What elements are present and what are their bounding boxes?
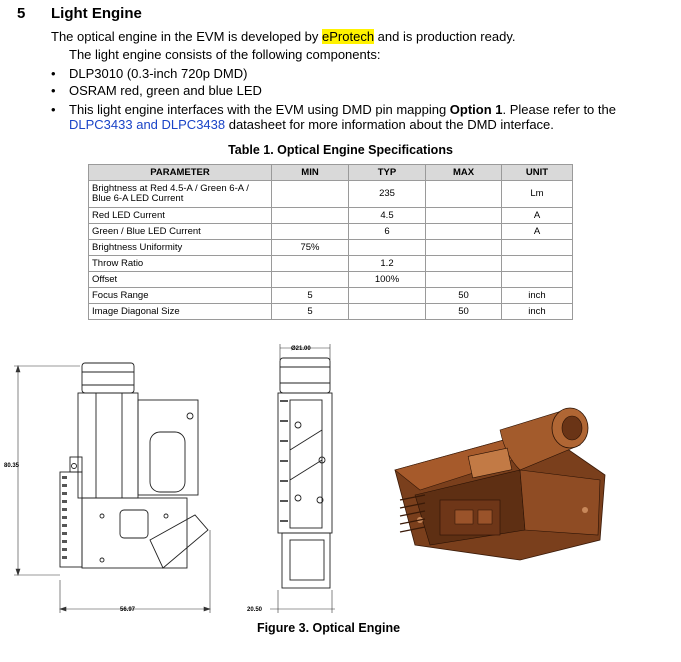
cell-typ: 6	[349, 224, 426, 240]
cell-max: 50	[426, 288, 502, 304]
bullet-3-text-after: . Please refer to the	[502, 102, 616, 117]
cell-unit: inch	[502, 304, 573, 320]
front-width-label: 20.50	[247, 607, 263, 613]
intro-line-1	[51, 29, 515, 44]
cell-typ	[349, 304, 426, 320]
header-max: MAX	[426, 165, 502, 181]
cell-unit: Lm	[502, 181, 573, 208]
front-view-drawing	[278, 358, 332, 588]
intro-text-before: The optical engine in the EVM is developed by	[51, 29, 323, 44]
datasheet-link[interactable]: DLPC3433 and DLPC3438	[69, 117, 226, 132]
table-row	[89, 304, 573, 320]
cell-typ: 100%	[349, 272, 426, 288]
section-title: Light Engine	[51, 5, 142, 22]
cell-parameter: Red LED Current	[89, 208, 272, 224]
cell-parameter: Brightness Uniformity	[89, 240, 272, 256]
cell-min	[272, 256, 349, 272]
cell-parameter: Offset	[89, 272, 272, 288]
engine-3d-render	[395, 408, 605, 560]
bullet-item-3-line-2	[69, 117, 554, 132]
table-row	[89, 208, 573, 224]
cell-unit: inch	[502, 288, 573, 304]
table-row	[89, 256, 573, 272]
cell-max	[426, 224, 502, 240]
side-view-drawing	[60, 363, 208, 568]
cell-max	[426, 272, 502, 288]
intro-text-after: and is production ready.	[374, 29, 516, 44]
bullet-3-end: datasheet for more information about the DMD interface.	[225, 117, 554, 132]
lens-dim-label: Ø21.00	[291, 346, 311, 352]
header-parameter: PARAMETER	[89, 165, 272, 181]
bullet-3-text: This light engine interfaces with the EVM using DMD pin mapping	[69, 102, 450, 117]
table-header-row	[89, 165, 573, 181]
cell-typ: 4.5	[349, 208, 426, 224]
cell-min	[272, 272, 349, 288]
table-row	[89, 288, 573, 304]
front-width-dimension	[270, 590, 335, 613]
height-dim-label: 80.35	[4, 463, 20, 469]
side-width-label: 56.97	[120, 607, 136, 613]
table-caption: Table 1. Optical Engine Specifications	[228, 143, 453, 157]
table-row	[89, 181, 573, 208]
table-row	[89, 240, 573, 256]
table-row	[89, 224, 573, 240]
intro-line-2: The light engine consists of the following components:	[69, 47, 381, 62]
bullet-dot: •	[51, 66, 56, 81]
bullet-dot: •	[51, 102, 56, 117]
header-typ: TYP	[349, 165, 426, 181]
figure-caption: Figure 3. Optical Engine	[256, 621, 401, 635]
specs-table	[88, 164, 573, 320]
bullet-dot: •	[51, 83, 56, 98]
cell-min	[272, 181, 349, 208]
cell-unit	[502, 256, 573, 272]
cell-max	[426, 240, 502, 256]
cell-parameter: Brightness at Red 4.5-A / Green 6-A / Blue 6-A LED Current	[89, 181, 272, 208]
cell-parameter: Throw Ratio	[89, 256, 272, 272]
side-width-dimension	[60, 530, 210, 613]
cell-typ	[349, 288, 426, 304]
header-unit: UNIT	[502, 165, 573, 181]
cell-unit: A	[502, 208, 573, 224]
cell-parameter: Image Diagonal Size	[89, 304, 272, 320]
cell-max	[426, 181, 502, 208]
cell-min	[272, 224, 349, 240]
cell-typ: 1.2	[349, 256, 426, 272]
optical-engine-figure	[0, 335, 681, 620]
cell-typ: 235	[349, 181, 426, 208]
bullet-item-1: DLP3010 (0.3-inch 720p DMD)	[69, 66, 248, 81]
side-view-fins	[62, 476, 67, 559]
section-number: 5	[17, 5, 26, 22]
table-row	[89, 272, 573, 288]
cell-parameter: Focus Range	[89, 288, 272, 304]
cell-parameter: Green / Blue LED Current	[89, 224, 272, 240]
cell-unit	[502, 240, 573, 256]
cell-max: 50	[426, 304, 502, 320]
cell-unit: A	[502, 224, 573, 240]
cell-typ	[349, 240, 426, 256]
front-view-fins	[280, 400, 288, 522]
highlighted-vendor: eProtech	[322, 29, 375, 44]
cell-min	[272, 208, 349, 224]
cell-min: 5	[272, 304, 349, 320]
cell-min: 5	[272, 288, 349, 304]
bullet-3-bold: Option 1	[449, 102, 503, 117]
bullet-item-3-line-1	[69, 102, 616, 117]
cell-unit	[502, 272, 573, 288]
cell-max	[426, 208, 502, 224]
header-min: MIN	[272, 165, 349, 181]
cell-max	[426, 256, 502, 272]
bullet-item-2: OSRAM red, green and blue LED	[69, 83, 262, 98]
cell-min: 75%	[272, 240, 349, 256]
